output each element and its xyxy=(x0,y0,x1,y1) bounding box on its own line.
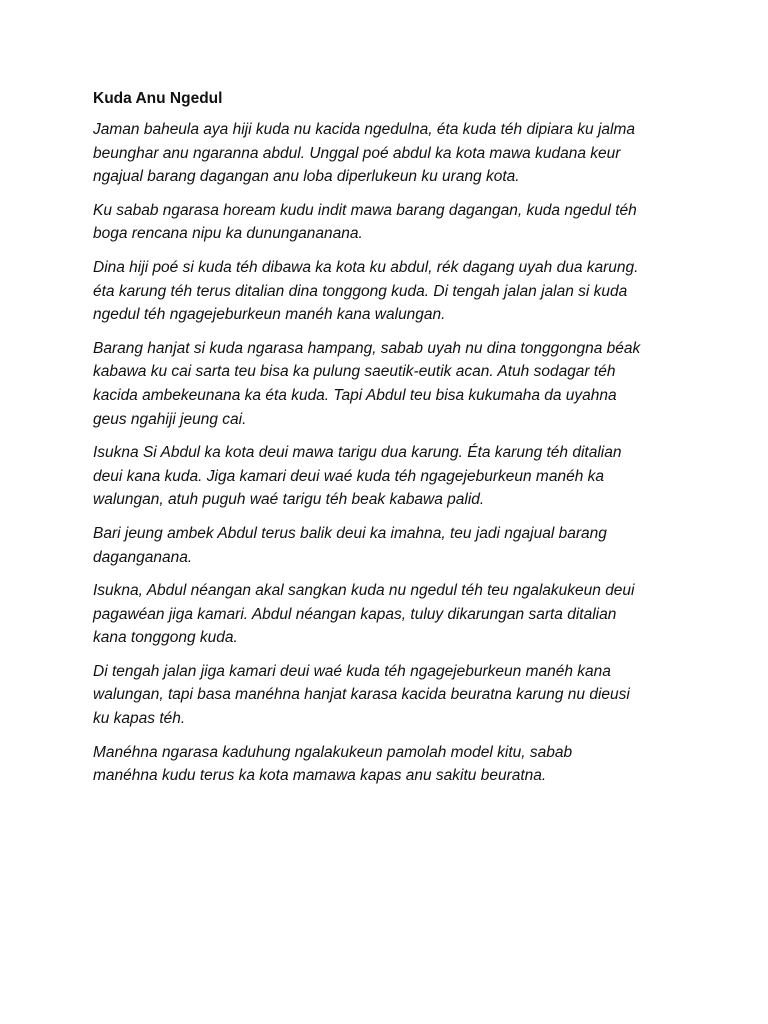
document-body xyxy=(93,118,683,788)
paragraph-line: Dina hiji poé si kuda téh dibawa ka kota ku abdul, rék dagang uyah dua karung. xyxy=(93,258,639,276)
paragraph-line: ngajual barang dagangan anu loba diperlukeun ku urang kota. xyxy=(93,168,520,186)
document-title: Kuda Anu Ngedul xyxy=(93,90,223,107)
paragraph xyxy=(93,741,683,788)
paragraph-line: walungan, atuh puguh waé tarigu téh beak kabawa palid. xyxy=(93,491,485,509)
paragraph xyxy=(93,256,683,327)
paragraph xyxy=(93,441,683,512)
paragraph-line: Di tengah jalan jiga kamari deui waé kuda téh ngagejeburkeun manéh kana xyxy=(93,662,611,680)
paragraph xyxy=(93,118,683,189)
paragraph-line: deui kana kuda. Jiga kamari deui waé kuda téh ngagejeburkeun manéh ka xyxy=(93,467,604,485)
paragraph xyxy=(93,522,683,569)
paragraph-line: Manéhna ngarasa kaduhung ngalakukeun pamolah model kitu, sabab xyxy=(93,743,573,761)
paragraph-line: Isukna, Abdul néangan akal sangkan kuda nu ngedul téh teu ngalakukeun deui xyxy=(93,582,635,600)
paragraph-line: kabawa ku cai sarta teu bisa ka pulung saeutik-eutik acan. Atuh sodagar téh xyxy=(93,363,616,381)
paragraph xyxy=(93,199,683,246)
paragraph-line: ku kapas téh. xyxy=(93,710,186,728)
document-page xyxy=(93,88,683,798)
paragraph xyxy=(93,337,683,431)
paragraph xyxy=(93,579,683,650)
paragraph-line: geus ngahiji jeung cai. xyxy=(93,410,247,428)
paragraph-line: beunghar anu ngaranna abdul. Unggal poé abdul ka kota mawa kudana keur xyxy=(93,144,621,162)
paragraph xyxy=(93,660,683,731)
paragraph-line: Bari jeung ambek Abdul terus balik deui ka imahna, teu jadi ngajual barang xyxy=(93,524,607,542)
paragraph-line: kacida ambekeunana ka éta kuda. Tapi Abdul teu bisa kukumaha da uyahna xyxy=(93,386,617,404)
paragraph-line: éta karung téh terus ditalian dina tonggong kuda. Di tengah jalan jalan si kuda xyxy=(93,282,628,300)
paragraph-line: boga rencana nipu ka dunungananana. xyxy=(93,225,363,243)
paragraph-line: manéhna kudu terus ka kota mamawa kapas anu sakitu beuratna. xyxy=(93,767,547,785)
paragraph-line: Isukna Si Abdul ka kota deui mawa tarigu dua karung. Éta karung téh ditalian xyxy=(93,444,622,462)
paragraph-line: kana tonggong kuda. xyxy=(93,629,238,647)
paragraph-line: Ku sabab ngarasa hoream kudu indit mawa barang dagangan, kuda ngedul téh xyxy=(93,201,637,219)
paragraph-line: walungan, tapi basa manéhna hanjat karasa kacida beuratna karung nu dieusi xyxy=(93,686,630,704)
paragraph-line: Jaman baheula aya hiji kuda nu kacida ngedulna, éta kuda téh dipiara ku jalma xyxy=(93,121,636,138)
paragraph-line: pagawéan jiga kamari. Abdul néangan kapas, tuluy dikarungan sarta ditalian xyxy=(93,605,617,623)
paragraph-line: ngedul téh ngagejeburkeun manéh kana walungan. xyxy=(93,306,446,324)
paragraph-line: Barang hanjat si kuda ngarasa hampang, sabab uyah nu dina tonggongna béak xyxy=(93,339,641,357)
paragraph-line: daganganana. xyxy=(93,548,193,566)
